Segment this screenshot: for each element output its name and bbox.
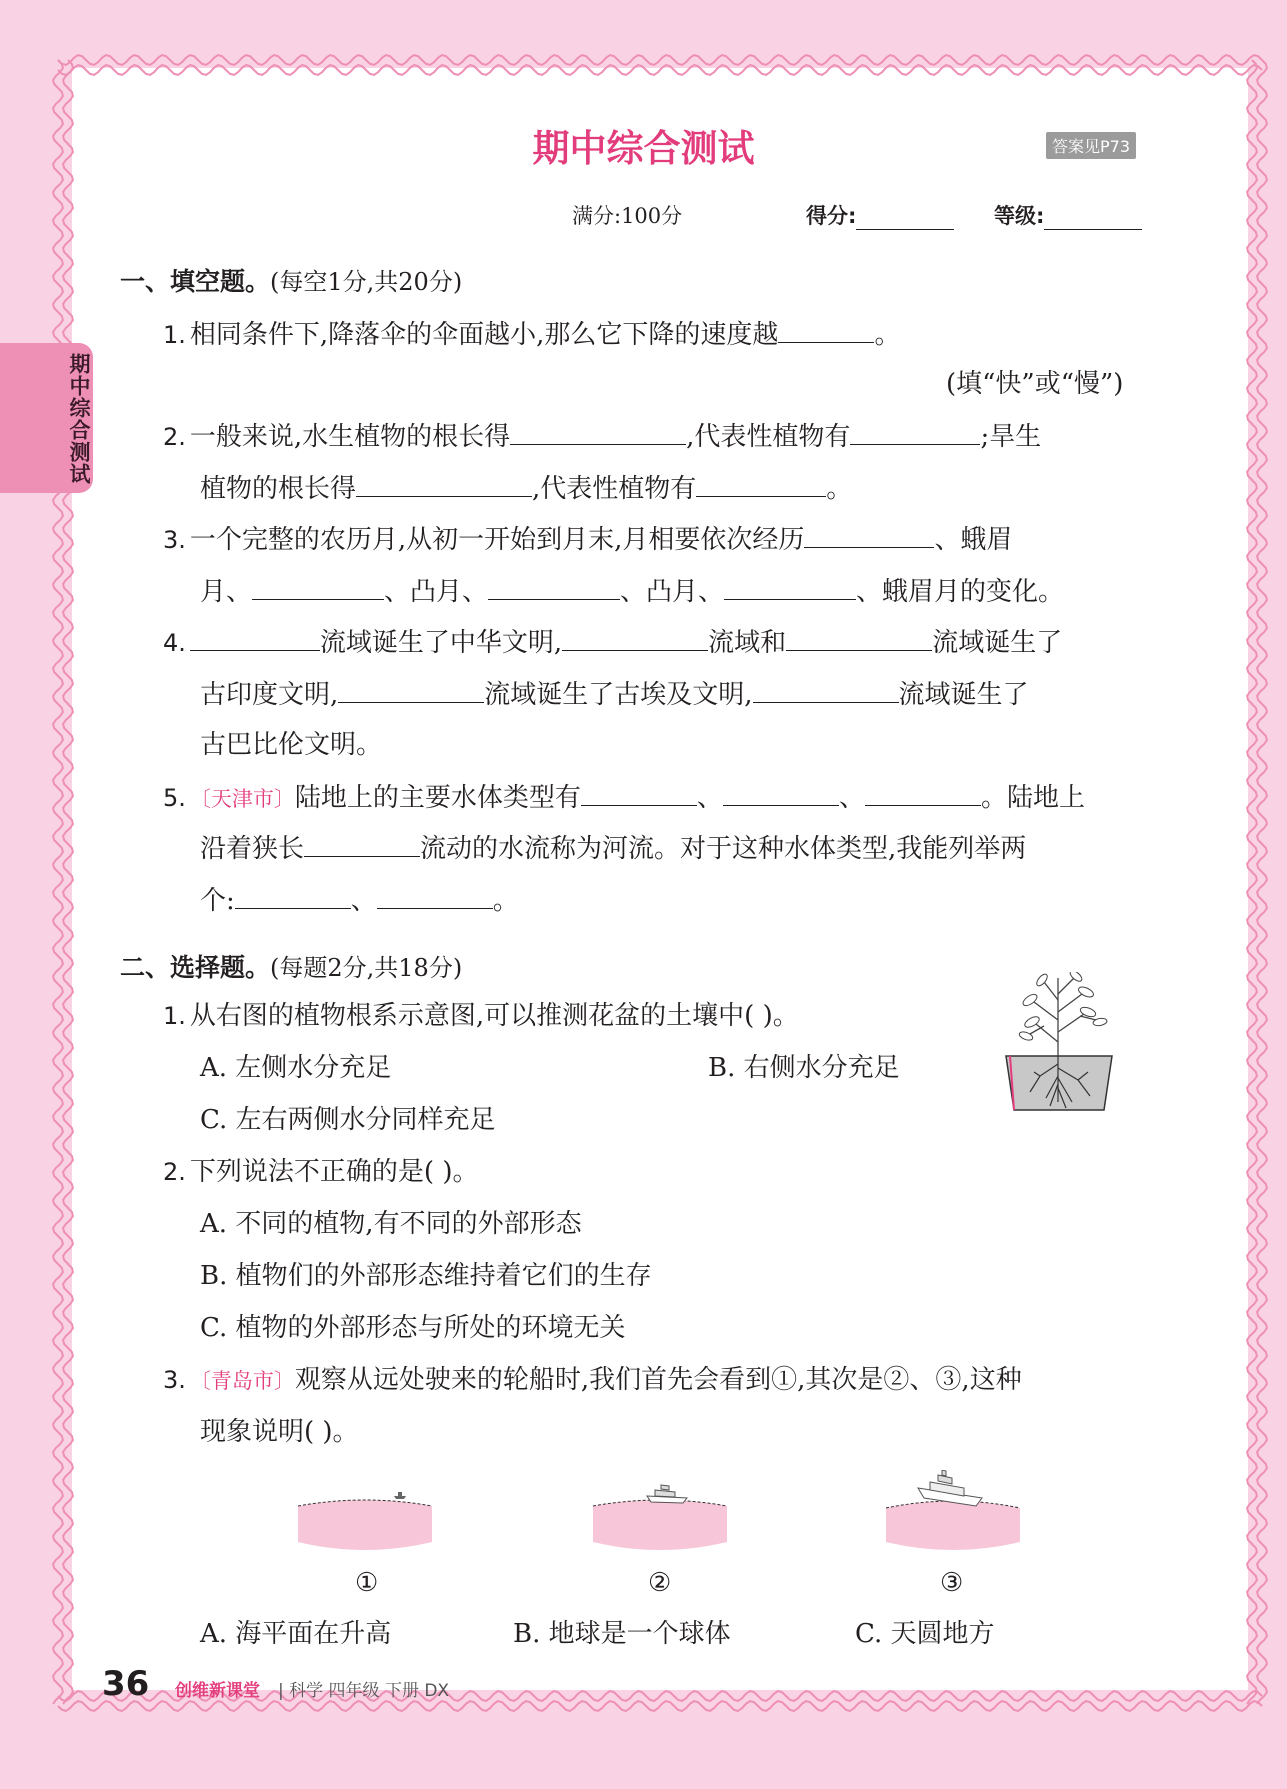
page-number: 36 [102,1664,150,1704]
s1-q2-line1 [163,420,1041,453]
question-text: 、 [350,886,377,916]
question-text: 流域诞生了中华文明, [319,628,563,658]
question-text: 。 [874,320,901,350]
answer-blank[interactable] [804,523,934,548]
section-2-title: 二、选择题。 [120,953,271,982]
question-number: 4. [163,629,186,657]
s2-q2-option-c[interactable]: C. 植物的外部形态与所处的环境无关 [200,1313,626,1343]
s1-q1-hint: (填“快”或“慢”) [946,369,1124,399]
s1-q5-line3 [200,884,519,917]
grade-field [994,200,1142,230]
question-text: ,代表性植物有 [686,422,851,452]
source-tag: 〔青岛市〕 [189,1369,295,1393]
question-text: 、蛾眉月的变化。 [856,577,1065,607]
s1-q5-line2 [200,832,1026,865]
s2-q1-option-c[interactable]: C. 左右两侧水分同样充足 [200,1105,496,1135]
question-text: 个: [200,886,235,916]
s1-q3-line2 [200,575,1064,608]
s1-q3-line1 [163,523,1012,556]
answer-blank[interactable] [304,832,420,857]
section-1-title: 一、填空题。 [120,267,271,296]
question-text: 月、 [200,577,253,607]
wavy-border-line [53,60,63,1704]
answer-blank[interactable] [356,472,532,497]
question-text: 陆地上的主要水体类型有 [294,783,581,813]
question-text: 从右图的植物根系示意图,可以推测花盆的土壤中( )。 [189,1001,799,1031]
question-text: 流域和 [708,628,787,658]
grade-label: 等级: [994,204,1045,228]
ship-caption-3: ③ [940,1568,964,1598]
answer-blank[interactable] [696,472,826,497]
question-number: 5. [163,784,186,812]
wavy-border-line [58,55,1262,65]
brand-name: 创维新课堂 [175,1681,260,1701]
s2-q3-option-b[interactable]: B. 地球是一个球体 [513,1619,731,1649]
answer-blank[interactable] [488,575,620,600]
answer-blank[interactable] [510,420,686,445]
side-tab-label: 期中综合测试 [67,353,91,485]
question-text: 相同条件下,降落伞的伞面越小,那么它下降的速度越 [189,320,779,350]
grade-blank[interactable] [1044,229,1142,230]
question-text: 流域诞生了 [932,628,1063,658]
question-text: 流域诞生了古埃及文明, [484,680,753,710]
ship-illustration-1 [290,1480,440,1560]
question-text: 流动的水流称为河流。对于这种水体类型,我能列举两 [420,834,1027,864]
answer-blank[interactable] [753,678,899,703]
question-number: 3. [163,1366,186,1394]
section-2-heading [120,948,462,984]
question-text: ;旱生 [980,422,1042,452]
s2-q2-option-b[interactable]: B. 植物们的外部形态维持着它们的生存 [200,1261,652,1291]
answer-blank[interactable] [786,626,932,651]
section-1-heading [120,262,462,298]
answer-blank[interactable] [865,781,981,806]
ship-caption-1: ① [355,1568,379,1598]
s1-q1 [163,318,900,351]
score-field [806,200,954,230]
s2-q3-option-c[interactable]: C. 天圆地方 [855,1619,995,1649]
question-number: 2. [163,423,186,451]
section-1-note: (每空1分,共20分) [270,268,463,296]
answer-blank[interactable] [778,318,874,343]
question-text: 植物的根长得 [200,474,357,504]
wavy-border-line [1257,60,1267,1704]
page-title: 期中综合测试 [532,127,755,170]
score-label: 得分: [806,204,857,228]
answer-blank[interactable] [252,575,384,600]
question-number: 2. [163,1158,186,1186]
ship-caption-2: ② [648,1568,672,1598]
wavy-border-line [63,60,73,1704]
answer-blank[interactable] [338,678,484,703]
s2-q2-option-a[interactable]: A. 不同的植物,有不同的外部形态 [200,1209,582,1239]
answer-blank[interactable] [377,884,493,909]
section-2-note: (每题2分,共18分) [270,954,463,982]
ship-illustration-2 [585,1476,735,1560]
question-text: ,代表性植物有 [532,474,697,504]
source-tag: 〔天津市〕 [189,787,295,811]
question-text: 古印度文明, [200,680,339,710]
question-text: 、 [838,783,865,813]
s1-q4-line3: 古巴比伦文明。 [200,730,383,760]
s1-q2-line2 [200,472,852,505]
question-text: 流域诞生了 [898,680,1029,710]
question-text: 、蛾眉 [934,525,1013,555]
question-number: 3. [163,526,186,554]
answer-blank[interactable] [190,626,320,651]
score-blank[interactable] [856,229,954,230]
book-info: | 科学 四年级 下册 DX [278,1681,450,1701]
question-text: 、凸月、 [384,577,489,607]
question-text: 一个完整的农历月,从初一开始到月末,月相要依次经历 [189,525,805,555]
question-text: 。 [826,474,853,504]
s2-q1-option-b[interactable]: B. 右侧水分充足 [708,1053,900,1083]
answer-reference-badge: 答案见P73 [1046,132,1136,159]
answer-blank[interactable] [581,781,697,806]
question-text: 。陆地上 [980,783,1085,813]
answer-blank[interactable] [723,781,839,806]
ship-illustration-3 [878,1470,1028,1560]
question-text: 、凸月、 [620,577,725,607]
s1-q4-line2 [200,678,1029,711]
question-text: 一般来说,水生植物的根长得 [189,422,511,452]
s2-q1-option-a[interactable]: A. 左侧水分充足 [200,1053,392,1083]
s1-q4-line1 [163,626,1062,659]
question-text: 。 [492,886,519,916]
s2-q2 [163,1156,478,1188]
answer-blank[interactable] [724,575,856,600]
wavy-border-line [1247,60,1257,1704]
question-text: 沿着狭长 [200,834,305,864]
answer-blank[interactable] [562,626,708,651]
wavy-border-line [58,1701,1262,1711]
full-score: 满分:100分 [572,204,683,228]
plant-root-diagram [1000,972,1118,1114]
answer-blank[interactable] [235,884,351,909]
s2-q3-line1 [163,1364,1022,1397]
answer-blank[interactable] [850,420,980,445]
question-text: 、 [696,783,723,813]
s2-q1 [163,1000,799,1032]
question-text: 观察从远处驶来的轮船时,我们首先会看到①,其次是②、③,这种 [294,1365,1022,1395]
s2-q3-line2: 现象说明( )。 [200,1417,359,1447]
question-number: 1. [163,1002,186,1030]
question-number: 1. [163,321,186,349]
s1-q5-line1 [163,781,1085,815]
s2-q3-option-a[interactable]: A. 海平面在升高 [200,1619,392,1649]
question-text: 下列说法不正确的是( )。 [189,1157,479,1187]
